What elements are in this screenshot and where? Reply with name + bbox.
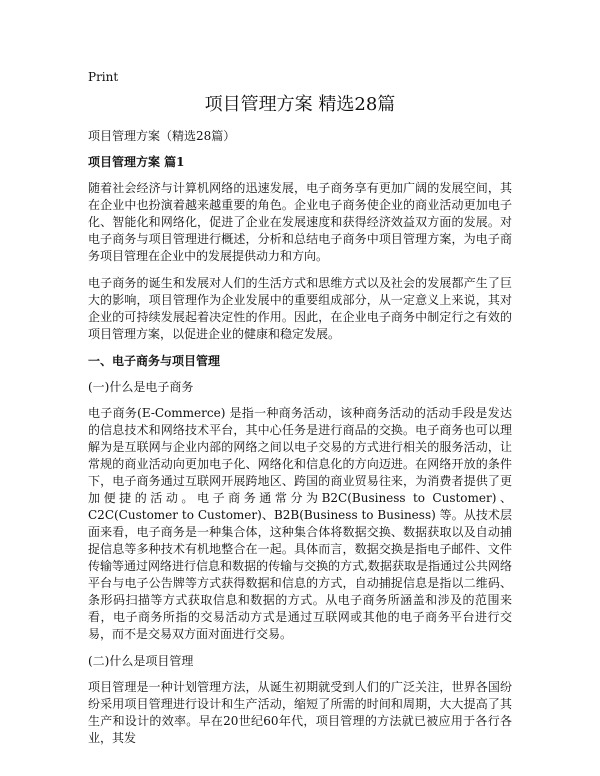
pm-paragraph: 项目管理是一种计划管理方法，从诞生初期就受到人们的广泛关注，世界各国纷纷采用项目管理进行设计和生产活动，缩短了所需的时间和周期，大大提高了其生产和设计的效率。早在20世纪60年代，项目管理的方法就已被应用于各行各业，其发 (88, 680, 512, 745)
subheading-what-is-pm: (二)什么是项目管理 (88, 654, 194, 668)
print-link[interactable]: Print (88, 70, 119, 84)
page-title: 项目管理方案 精选28篇 (204, 94, 396, 115)
section-title: 项目管理方案 篇1 (88, 155, 185, 169)
intro-paragraph-1: 随着社会经济与计算机网络的迅速发展，电子商务享有更加广阔的发展空间，其在企业中也扮演着越来越重要的角色。企业电子商务使企业的商业活动更加电子化、智能化和网络化，促进了企业在发展速度和获得经济效益双方面的发展。对电子商务与项目管理进行概述，分析和总结电子商务中项目管理方案，为电子商务项目管理在企业中的发展提供动力和方向。 (88, 181, 512, 263)
intro-paragraph-2: 电子商务的诞生和发展对人们的生活方式和思维方式以及社会的发展都产生了巨大的影响，项目管理作为企业发展中的重要组成部分，从一定意义上来说，其对企业的可持续发展起着决定性的作用。因此，在企业电子商务中制定行之有效的项目管理方案，以促进企业的健康和稳定发展。 (88, 276, 512, 341)
document-subtitle: 项目管理方案（精选28篇） (88, 129, 236, 143)
ecommerce-paragraph: 电子商务(E-Commerce) 是指一种商务活动，该种商务活动的活动手段是发达的信息技术和网络技术平台，其中心任务是进行商品的交换。电子商务也可以理解为是互联网与企业内部的网络之间以电子交易的方式进行相关的服务活动，让常规的商业活动向更加电子化、网络化和信息化的方向迈进。在网络开放的条件下，电子商务通过互联网开展跨地区、跨国的商业贸易往来，为消费者提供了更加便捷的活动。电子商务通常分为B2C(Business to Customer)、C2C(Customer to Customer)、B2B(Business to Business) 等。从技术层面来看，电子商务是一种集合体，这种集合体将数据交换、数据获取以及自动捕捉信息等多种技术有机地整合在一起。具体而言，数据交换是指电子邮件、文件传输等通过网络进行信息和数据的传输与交换的方式,数据获取是指通过公共网络平台与电子公告牌等方式获得数据和信息的方式，自动捕捉信息是指以二维码、条形码扫描等方式获取信息和数据的方式。从电子商务所涵盖和涉及的范围来看，电子商务所指的交易活动方式是通过互联网或其他的电子商务平台进行交易，而不是交易双方面对面进行交易。 (88, 406, 512, 641)
heading-ecommerce-and-pm: 一、电子商务与项目管理 (88, 354, 221, 368)
subheading-what-is-ecommerce: (一)什么是电子商务 (88, 380, 194, 394)
